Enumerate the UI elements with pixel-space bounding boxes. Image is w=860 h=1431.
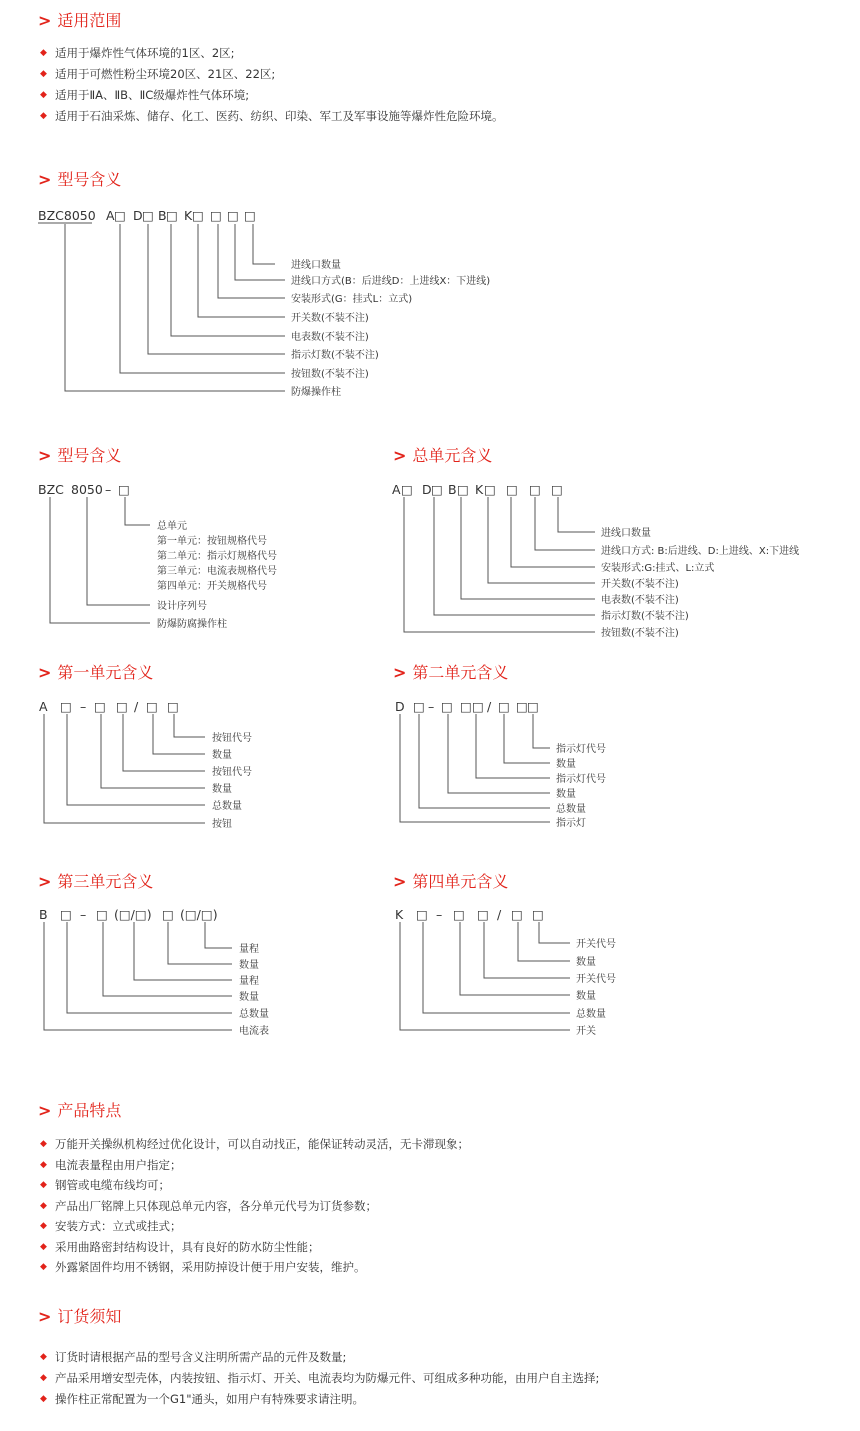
- diamond-icon: ◆: [40, 1393, 47, 1404]
- list-item: ◆ 操作柱正常配置为一个G1"通头，如用户有特殊要求请注明。: [40, 1391, 365, 1406]
- list-item: ◆ 安装方式：立式或挂式；: [40, 1219, 182, 1234]
- features-list: [40, 1134, 469, 1278]
- label: 按钮代号: [212, 733, 252, 744]
- label: 总数量: [239, 1009, 269, 1020]
- leader-line: [134, 922, 232, 980]
- code-box: □: [484, 482, 496, 497]
- label: 防爆防腐操作柱: [157, 619, 227, 630]
- leader-line: [65, 224, 285, 391]
- list-item: ◆ 适用于ⅡA、ⅡB、ⅡC级爆炸性气体环境;: [40, 87, 250, 102]
- code-letter-b: B: [448, 482, 457, 497]
- diamond-icon: ◆: [40, 110, 47, 121]
- list-item: ◆ 产品出厂铭牌上只体现总单元内容，各分单元代号为订货参数；: [40, 1198, 377, 1213]
- model2-diagram: [0, 475, 330, 635]
- diamond-icon: ◆: [40, 1159, 47, 1170]
- code-dash: –: [428, 699, 435, 714]
- label: 进线口数量: [291, 260, 341, 271]
- order-list: [40, 1346, 599, 1409]
- diamond-icon: ◆: [40, 47, 47, 58]
- code-box: □: [457, 482, 469, 497]
- list-item: ◆ 电流表量程由用户指定；: [40, 1157, 182, 1172]
- list-item: ◆ 产品采用增安型壳体，内装按钮、指示灯、开关、电流表均为防爆元件、可组成多种功能，由用户自主选择;: [40, 1370, 600, 1385]
- code-paren-group: (□/□): [114, 907, 152, 922]
- chevron-right-icon: >: [38, 1101, 52, 1120]
- leader-line: [539, 922, 570, 943]
- leader-line: [434, 497, 595, 615]
- code-prefix: BZC: [38, 482, 64, 497]
- code-box: □: [431, 482, 443, 497]
- leader-line: [235, 224, 285, 280]
- label: 数量: [556, 789, 576, 800]
- code-dash: –: [80, 699, 87, 714]
- leader-line: [44, 922, 232, 1030]
- leader-line: [50, 497, 150, 623]
- label: 开关数(不装不注): [601, 579, 679, 590]
- code-number: 8050: [71, 482, 103, 497]
- chevron-right-icon: >: [38, 663, 52, 682]
- label: 电表数(不装不注): [601, 595, 679, 606]
- code-letter: B: [39, 907, 48, 922]
- leader-line: [125, 497, 150, 525]
- leader-line: [504, 714, 550, 763]
- label: 量程: [239, 976, 259, 987]
- label: 总数量: [212, 801, 242, 812]
- code-box: □: [94, 699, 106, 714]
- code-dash: –: [105, 482, 112, 497]
- list-item: ◆ 订货时请根据产品的型号含义注明所需产品的元件及数量;: [40, 1349, 347, 1364]
- code-box: □: [227, 208, 239, 223]
- leader-line: [123, 714, 205, 771]
- code-box: □: [511, 907, 523, 922]
- leader-line: [419, 714, 550, 808]
- label: 第一单元：按钮规格代号: [157, 536, 267, 547]
- label: 开关数(不装不注): [291, 313, 369, 324]
- unit3-title: 第三单元含义: [57, 872, 154, 891]
- label: 进线口方式(B：后进线D：上进线X：下进线): [291, 276, 491, 287]
- unit2-heading: [393, 663, 508, 683]
- code-box: □: [96, 907, 108, 922]
- code-letter-a: A: [392, 482, 401, 497]
- code-box: □: [506, 482, 518, 497]
- label: 按钮数(不装不注): [601, 628, 679, 639]
- list-item: ◆ 外露紧固件均用不锈钢，采用防掉设计便于用户安装，维护。: [40, 1260, 366, 1275]
- features-title: 产品特点: [57, 1101, 122, 1120]
- label: 数量: [239, 960, 259, 971]
- code-box: □: [453, 907, 465, 922]
- label: 数量: [212, 750, 232, 761]
- leader-line: [535, 497, 595, 550]
- leader-line: [44, 714, 205, 823]
- list-item: ◆ 钢管或电缆布线均可；: [40, 1178, 170, 1193]
- code-slash: /: [134, 699, 139, 714]
- scope-heading: [38, 11, 121, 31]
- diamond-icon: ◆: [40, 89, 47, 100]
- code-prefix: BZC8050: [38, 208, 96, 223]
- code-letter-k: K: [184, 208, 193, 223]
- label: 电流表: [239, 1026, 269, 1037]
- label: 数量: [212, 784, 232, 795]
- scope-list: [40, 42, 504, 126]
- label: 开关: [576, 1026, 596, 1037]
- label: 第四单元：开关规格代号: [157, 581, 267, 592]
- code-dash: –: [436, 907, 443, 922]
- code-box: □: [416, 907, 428, 922]
- code-letter: A: [39, 699, 48, 714]
- code-box: □: [244, 208, 256, 223]
- chevron-right-icon: >: [393, 663, 407, 682]
- code-letter: K: [395, 907, 404, 922]
- unit3-diagram: [0, 900, 320, 1045]
- diamond-icon: ◆: [40, 1200, 47, 1211]
- label: 量程: [239, 944, 259, 955]
- code-box: □: [532, 907, 544, 922]
- code-box: □: [529, 482, 541, 497]
- leader-line: [518, 922, 570, 961]
- label: 进线口数量: [601, 528, 651, 539]
- label: 数量: [576, 957, 596, 968]
- leader-line: [400, 922, 570, 1030]
- diamond-icon: ◆: [40, 1351, 47, 1362]
- label: 设计序列号: [157, 601, 207, 612]
- code-box: □: [146, 699, 158, 714]
- label: 安装形式(G：挂式L：立式): [291, 294, 413, 305]
- leader-line: [461, 497, 595, 599]
- leader-line: [253, 224, 275, 264]
- code-dash: –: [80, 907, 87, 922]
- code-box: □: [166, 208, 178, 223]
- chevron-right-icon: >: [38, 11, 52, 30]
- chevron-right-icon: >: [393, 446, 407, 465]
- label: 指示灯代号: [556, 744, 606, 755]
- leader-line: [67, 922, 232, 1013]
- scope-title: 适用范围: [57, 11, 122, 30]
- code-box: □: [472, 699, 484, 714]
- code-slash: /: [497, 907, 502, 922]
- label: 第二单元：指示灯规格代号: [157, 551, 277, 562]
- label: 防爆操作柱: [291, 387, 341, 398]
- code-box: □: [498, 699, 510, 714]
- order-heading: [38, 1307, 121, 1327]
- label: 数量: [576, 991, 596, 1002]
- leader-line: [400, 714, 550, 822]
- unit2-title: 第二单元含义: [412, 663, 509, 682]
- code-letter-a: A: [106, 208, 115, 223]
- general-unit-heading: [393, 446, 492, 466]
- leader-line: [218, 224, 285, 298]
- leader-line: [67, 714, 205, 805]
- code-letter-d: D: [422, 482, 432, 497]
- leader-line: [533, 714, 550, 748]
- leader-line: [87, 497, 150, 605]
- order-title: 订货须知: [57, 1307, 122, 1326]
- leader-line: [198, 224, 285, 317]
- leader-line: [168, 922, 232, 964]
- code-letter-b: B: [158, 208, 167, 223]
- chevron-right-icon: >: [38, 170, 52, 189]
- code-box: □: [551, 482, 563, 497]
- unit1-diagram: [0, 692, 300, 837]
- unit4-diagram: [380, 900, 680, 1045]
- model2-title: 型号含义: [57, 446, 122, 465]
- unit1-heading: [38, 663, 153, 683]
- code-box: □: [60, 699, 72, 714]
- diamond-icon: ◆: [40, 1180, 47, 1191]
- leader-line: [476, 714, 550, 778]
- label: 指示灯数(不装不注): [291, 350, 379, 361]
- list-item: ◆ 适用于可燃性粉尘环境20区、21区、22区;: [40, 66, 276, 81]
- label: 指示灯数(不装不注): [601, 611, 689, 622]
- leader-line: [558, 497, 595, 532]
- unit2-diagram: [380, 692, 680, 837]
- code-box: □: [192, 208, 204, 223]
- code-box: □: [60, 907, 72, 922]
- chevron-right-icon: >: [38, 446, 52, 465]
- label: 总单元: [157, 521, 187, 532]
- leader-line: [174, 714, 205, 737]
- code-box: □: [441, 699, 453, 714]
- diamond-icon: ◆: [40, 1372, 47, 1383]
- model1-diagram: [0, 200, 560, 405]
- diamond-icon: ◆: [40, 1241, 47, 1252]
- general-unit-diagram: [380, 475, 850, 645]
- code-box: □: [118, 482, 130, 497]
- leader-line: [423, 922, 570, 1013]
- label: 开关代号: [576, 974, 616, 985]
- code-box: □: [516, 699, 528, 714]
- leader-line: [488, 497, 595, 583]
- list-item: ◆ 适用于石油采炼、储存、化工、医药、纺织、印染、军工及军事设施等爆炸性危险环境。: [40, 108, 504, 123]
- label: 按钮数(不装不注): [291, 369, 369, 380]
- chevron-right-icon: >: [393, 872, 407, 891]
- leader-line: [404, 497, 595, 632]
- diamond-icon: ◆: [40, 1221, 47, 1232]
- label: 指示灯代号: [556, 774, 606, 785]
- label: 总数量: [576, 1009, 606, 1020]
- list-item: ◆ 万能开关操纵机构经过优化设计，可以自动找正，能保证转动灵活，无卡滞现象；: [40, 1137, 469, 1152]
- code-box: □: [413, 699, 425, 714]
- code-box: □: [114, 208, 126, 223]
- code-box: □: [142, 208, 154, 223]
- code-box: □: [167, 699, 179, 714]
- label: 按钮: [212, 819, 232, 830]
- model1-heading: [38, 170, 121, 190]
- unit4-title: 第四单元含义: [412, 872, 509, 891]
- model1-title: 型号含义: [57, 170, 122, 189]
- label: 数量: [239, 992, 259, 1003]
- leader-line: [153, 714, 205, 754]
- leader-line: [484, 922, 570, 978]
- code-box: □: [460, 699, 472, 714]
- code-box: □: [162, 907, 174, 922]
- leader-line: [448, 714, 550, 793]
- code-box: □: [527, 699, 539, 714]
- chevron-right-icon: >: [38, 1307, 52, 1326]
- leader-line: [460, 922, 570, 995]
- diamond-icon: ◆: [40, 1262, 47, 1273]
- code-box: □: [401, 482, 413, 497]
- code-box: □: [477, 907, 489, 922]
- list-item: ◆ 采用曲路密封结构设计，具有良好的防水防尘性能；: [40, 1239, 320, 1254]
- code-letter-d: D: [133, 208, 143, 223]
- general-unit-title: 总单元含义: [412, 446, 493, 465]
- leader-line: [148, 224, 285, 354]
- code-paren-group: (□/□): [180, 907, 218, 922]
- label: 电表数(不装不注): [291, 332, 369, 343]
- label: 开关代号: [576, 939, 616, 950]
- label: 安装形式:G:挂式、L:立式: [601, 563, 715, 574]
- features-heading: [38, 1101, 121, 1121]
- list-item: ◆ 适用于爆炸性气体环境的1区、2区;: [40, 45, 235, 60]
- unit3-heading: [38, 872, 153, 892]
- diamond-icon: ◆: [40, 1139, 47, 1150]
- code-letter-k: K: [475, 482, 484, 497]
- unit1-title: 第一单元含义: [57, 663, 154, 682]
- chevron-right-icon: >: [38, 872, 52, 891]
- code-letter: D: [395, 699, 405, 714]
- label: 数量: [556, 759, 576, 770]
- unit4-heading: [393, 872, 508, 892]
- code-slash: /: [487, 699, 492, 714]
- label: 进线口方式: B:后进线、D:上进线、X:下进线: [601, 546, 800, 557]
- diamond-icon: ◆: [40, 68, 47, 79]
- model2-heading: [38, 446, 121, 466]
- label: 总数量: [556, 804, 586, 815]
- code-box: □: [116, 699, 128, 714]
- leader-line: [205, 922, 232, 948]
- label: 按钮代号: [212, 767, 252, 778]
- label: 第三单元：电流表规格代号: [157, 566, 277, 577]
- label: 指示灯: [556, 818, 586, 829]
- code-box: □: [210, 208, 222, 223]
